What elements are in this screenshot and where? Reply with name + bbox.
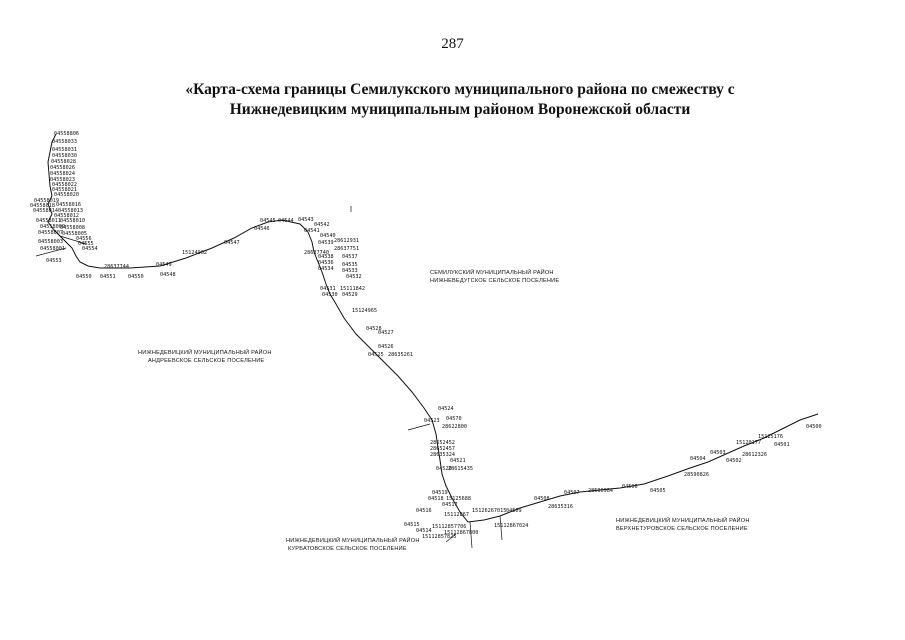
point-label: 15124965 [352, 308, 377, 314]
point-label: 04556 [76, 236, 92, 242]
point-label: 04536 [318, 260, 334, 266]
point-label: 04558023 [50, 177, 75, 183]
point-label: 04558028 [51, 159, 76, 165]
point-label: 04538 [318, 254, 334, 260]
title-line-2: Нижнедевицким муниципальным районом Воронежской области [229, 101, 691, 118]
point-label: 15112867 [444, 512, 469, 518]
point-label: 04501 [774, 442, 790, 448]
aux-line [408, 424, 430, 430]
point-label: 04502 [726, 458, 742, 464]
point-label: 28652457 [430, 446, 455, 452]
point-label: 04558024 [50, 171, 75, 177]
point-label: 04558005 [62, 231, 87, 237]
point-label: 28637740 [304, 250, 329, 256]
point-label: 15125688 [446, 496, 471, 502]
point-label: 04534 [318, 266, 334, 272]
point-label: 04508 [534, 496, 550, 502]
point-label: 04507 [564, 490, 580, 496]
point-label: 04525 [368, 352, 384, 358]
point-label: 15112867024 [494, 523, 529, 529]
point-label: 04558806 [54, 131, 79, 137]
point-label: 15124962 [182, 250, 207, 256]
point-label: 04558018 [30, 203, 55, 209]
point-label: 04532 [346, 274, 362, 280]
point-label: 04540 [320, 233, 336, 239]
point-label: 04558026 [50, 165, 75, 171]
point-label: 04542 [314, 222, 330, 228]
area-verkhneturovskoe-line2: ВЕРХНЕТУРОВСКОЕ СЕЛЬСКОЕ ПОСЕЛЕНИЕ [616, 526, 748, 532]
point-label: 15112867800 [444, 530, 479, 536]
point-label: 04558031 [52, 147, 77, 153]
point-label: 28635324 [430, 452, 455, 458]
point-label: 04550 [76, 274, 92, 280]
point-label: 04535 [342, 262, 358, 268]
point-label: 04503 [710, 450, 726, 456]
point-label: 04558012 [54, 213, 79, 219]
point-label: 28612326 [742, 452, 767, 458]
point-label: 04548 [160, 272, 176, 278]
point-label: 04554 [82, 246, 98, 252]
point-label: 04520 [436, 466, 452, 472]
point-label: 28635261 [388, 352, 413, 358]
point-label: 04543 [298, 217, 314, 223]
point-label: 28637751 [334, 246, 359, 252]
point-label: 04515 [404, 522, 420, 528]
point-label: 04558007 [38, 230, 63, 236]
point-label: 28615435 [448, 466, 473, 472]
point-label: 04518 [428, 496, 444, 502]
point-label: 04517 [442, 502, 458, 508]
point-label: 04553 [46, 258, 62, 264]
point-label: 04555 [78, 241, 94, 247]
point-label: 04558016 [56, 202, 81, 208]
point-label: 15125176 [758, 434, 783, 440]
point-label: 04516 [416, 508, 432, 514]
point-label: 04504 [690, 456, 706, 462]
point-label: 04526 [378, 344, 394, 350]
point-label: 04558030 [52, 153, 77, 159]
point-label: 04558001 [40, 246, 65, 252]
point-label: 15120177 [736, 440, 761, 446]
point-label: 04570 [446, 416, 462, 422]
area-verkhneturovskoe-line1: НИЖНЕДЕВИЦКИЙ МУНИЦИПАЛЬНЫЙ РАЙОН [616, 518, 750, 524]
point-label: 04549 [156, 262, 172, 268]
point-label: 28612931 [334, 238, 359, 244]
point-label: 04558021 [52, 187, 77, 193]
page-number: 287 [441, 36, 464, 52]
title-line-1: «Карта-схема границы Семилукского муниципального района по смежеству с [185, 81, 735, 98]
area-kurbatovskoe-line2: КУРБАТОВСКОЕ СЕЛЬСКОЕ ПОСЕЛЕНИЕ [288, 546, 407, 552]
point-label: 15126267015 [472, 508, 507, 514]
point-label: 04545 [260, 218, 276, 224]
point-label: 04558010 [60, 218, 85, 224]
point-label: 28622800 [442, 424, 467, 430]
boundary-line [48, 134, 818, 522]
point-label: 04524 [438, 406, 454, 412]
point-label: 04506 [622, 484, 638, 490]
point-label: 04547 [224, 240, 240, 246]
point-label: 04533 [342, 268, 358, 274]
point-label: 15112857825 [422, 534, 457, 540]
point-label: 04558003 [38, 239, 63, 245]
point-label: 04558033 [52, 139, 77, 145]
point-label: 04519 [432, 490, 448, 496]
point-label: 04544 [278, 218, 294, 224]
point-label: 04514 [416, 528, 432, 534]
point-label: 04546 [254, 226, 270, 232]
area-andreevskoe-line1: НИЖНЕДЕВИЦКИЙ МУНИЦИПАЛЬНЫЙ РАЙОН [138, 350, 272, 356]
area-kurbatovskoe-line1: НИЖНЕДЕВИЦКИЙ МУНИЦИПАЛЬНЫЙ РАЙОН [286, 538, 420, 544]
point-label: 04558019 [34, 198, 59, 204]
area-andreevskoe-line2: АНДРЕЕВСКОЕ СЕЛЬСКОЕ ПОСЕЛЕНИЕ [148, 358, 265, 364]
point-label: 04541 [304, 228, 320, 234]
point-label: 04521 [450, 458, 466, 464]
point-label: 28590826 [684, 472, 709, 478]
point-label: 28635316 [548, 504, 573, 510]
point-label: 04509 [506, 508, 522, 514]
point-label: 15111842 [340, 286, 365, 292]
point-label: 15112857706 [432, 524, 467, 530]
point-label: 28637744 [104, 264, 129, 270]
point-label: 04558009 [40, 224, 65, 230]
point-label: 04558014 [33, 208, 58, 214]
area-semiluki-line2: НИЖНЕВЕДУГСКОЕ СЕЛЬСКОЕ ПОСЕЛЕНИЕ [430, 278, 560, 284]
point-label: 04539 [318, 240, 334, 246]
point-label: 04558022 [52, 182, 77, 188]
point-label: 04500 [806, 424, 822, 430]
point-label: 28580984 [588, 488, 613, 494]
point-label: 28652452 [430, 440, 455, 446]
point-label: 04537 [342, 254, 358, 260]
point-label: 04531 [320, 286, 336, 292]
point-label: 04558008 [60, 225, 85, 231]
point-label: 04550 [128, 274, 144, 280]
point-label: 04530 [322, 292, 338, 298]
point-label: 04505 [650, 488, 666, 494]
point-label: 04523 [424, 418, 440, 424]
point-label: 04558011 [36, 218, 61, 224]
point-label: 04528 [366, 326, 382, 332]
point-label: 04529 [342, 292, 358, 298]
point-label: 04558020 [54, 192, 79, 198]
point-label: 04551 [100, 274, 116, 280]
point-label: 04527 [378, 330, 394, 336]
point-label: 04558013 [58, 208, 83, 214]
area-semiluki-line1: СЕМИЛУКСКИЙ МУНИЦИПАЛЬНЫЙ РАЙОН [430, 270, 554, 276]
